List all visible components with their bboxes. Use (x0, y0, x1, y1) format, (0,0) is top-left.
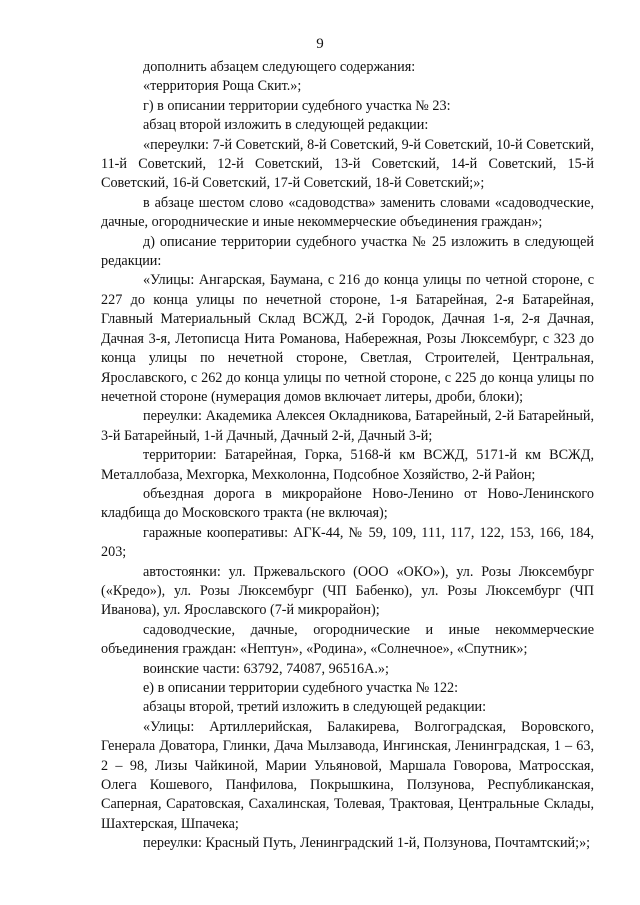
paragraph: «территория Роща Скит.»; (143, 78, 302, 95)
paragraph: «Улицы: Ангарская, Баумана, с 216 до конца улицы по четной стороне, с 227 до конца улицы по нечетной стороне, 1-я Батарейная, 2-я Батарейная, Главный Материальный Склад ВСЖД, 2-й Городок, Дачная 1-я, 2-я Дачная, Дачная 3-я, Летописца Нита Романова, Набережная, Розы Люксембург, с 323 до конца улицы по нечетной стороне, Светлая, Строителей, Центральная, Ярославского, с 262 до конца улицы по четной стороне, с 225 до конца улицы по нечетной стороне (нумерация домов включает литеры, дроби, блоки); (101, 272, 594, 405)
paragraph: г) в описании территории судебного участка № 23: (143, 97, 451, 114)
page-number: 9 (316, 36, 324, 52)
paragraph: объездная дорога в микрорайоне Ново-Ленино от Ново-Ленинского кладбища до Московского тракта (не включая); (101, 485, 594, 522)
paragraph: «переулки: 7-й Советский, 8-й Советский, 9-й Советский, 10-й Советский, 11-й Советский, 12-й Советский, 13-й Советский, 14-й Советский, 15-й Советский, 16-й Советский, 17-й Советский, 18-й Советский;»; (101, 136, 594, 192)
paragraph: «Улицы: Артиллерийская, Балакирева, Волгоградская, Воровского, Генерала Доватора, Глинки, Дача Мылзавода, Ингинская, Ленинградская, 1 – 63, 2 – 98, Лизы Чайкиной, Марии Ульяновой, Маршала Говорова, Матросская, Олега Кошевого, Панфилова, Покрышкина, Ползунова, Республиканская, Саперная, Саратовская, Сахалинская, Толевая, Трактовая, Центральные Склады, Шахтерская, Шпачека; (101, 718, 594, 832)
paragraph: воинские части: 63792, 74087, 96516А.»; (143, 660, 389, 677)
paragraph: гаражные кооперативы: АГК-44, № 59, 109, 111, 117, 122, 153, 166, 184, 203; (101, 524, 594, 561)
paragraph: д) описание территории судебного участка № 25 изложить в следующей редакции: (101, 233, 594, 270)
paragraph: переулки: Красный Путь, Ленинградский 1-й, Ползунова, Почтамтский;»; (143, 835, 591, 852)
document-body (101, 58, 594, 854)
paragraph: абзацы второй, третий изложить в следующей редакции: (143, 699, 487, 716)
paragraph: территории: Батарейная, Горка, 5168-й км ВСЖД, 5171-й км ВСЖД, Металлобаза, Мехгорка, Мехколонна, Подсобное Хозяйство, 2-й Район; (101, 447, 594, 483)
paragraph: автостоянки: ул. Пржевальского (ООО «ОКО»), ул. Розы Люксембург («Кредо»), ул. Розы Люксембург (ЧП Бабенко), ул. Розы Люксембург (ЧП Иванова), ул. Ярославского (7-й микрорайон); (101, 563, 594, 619)
paragraph: садоводческие, дачные, огороднические и иные некоммерческие объединения граждан: «Нептун», «Родина», «Солнечное», «Спутник»; (101, 621, 594, 658)
paragraph: дополнить абзацем следующего содержания: (143, 59, 416, 75)
paragraph: в абзаце шестом слово «садоводства» заменить словами «садоводческие, дачные, огороднические и иные некоммерческие объединения граждан»; (101, 194, 594, 231)
paragraph: абзац второй изложить в следующей редакции: (143, 117, 429, 134)
paragraph: переулки: Академика Алексея Окладникова, Батарейный, 2-й Батарейный, 3-й Батарейный, 1-й Дачный, Дачный 2-й, Дачный 3-й; (101, 408, 594, 444)
paragraph: е) в описании территории судебного участка № 122: (143, 680, 459, 696)
